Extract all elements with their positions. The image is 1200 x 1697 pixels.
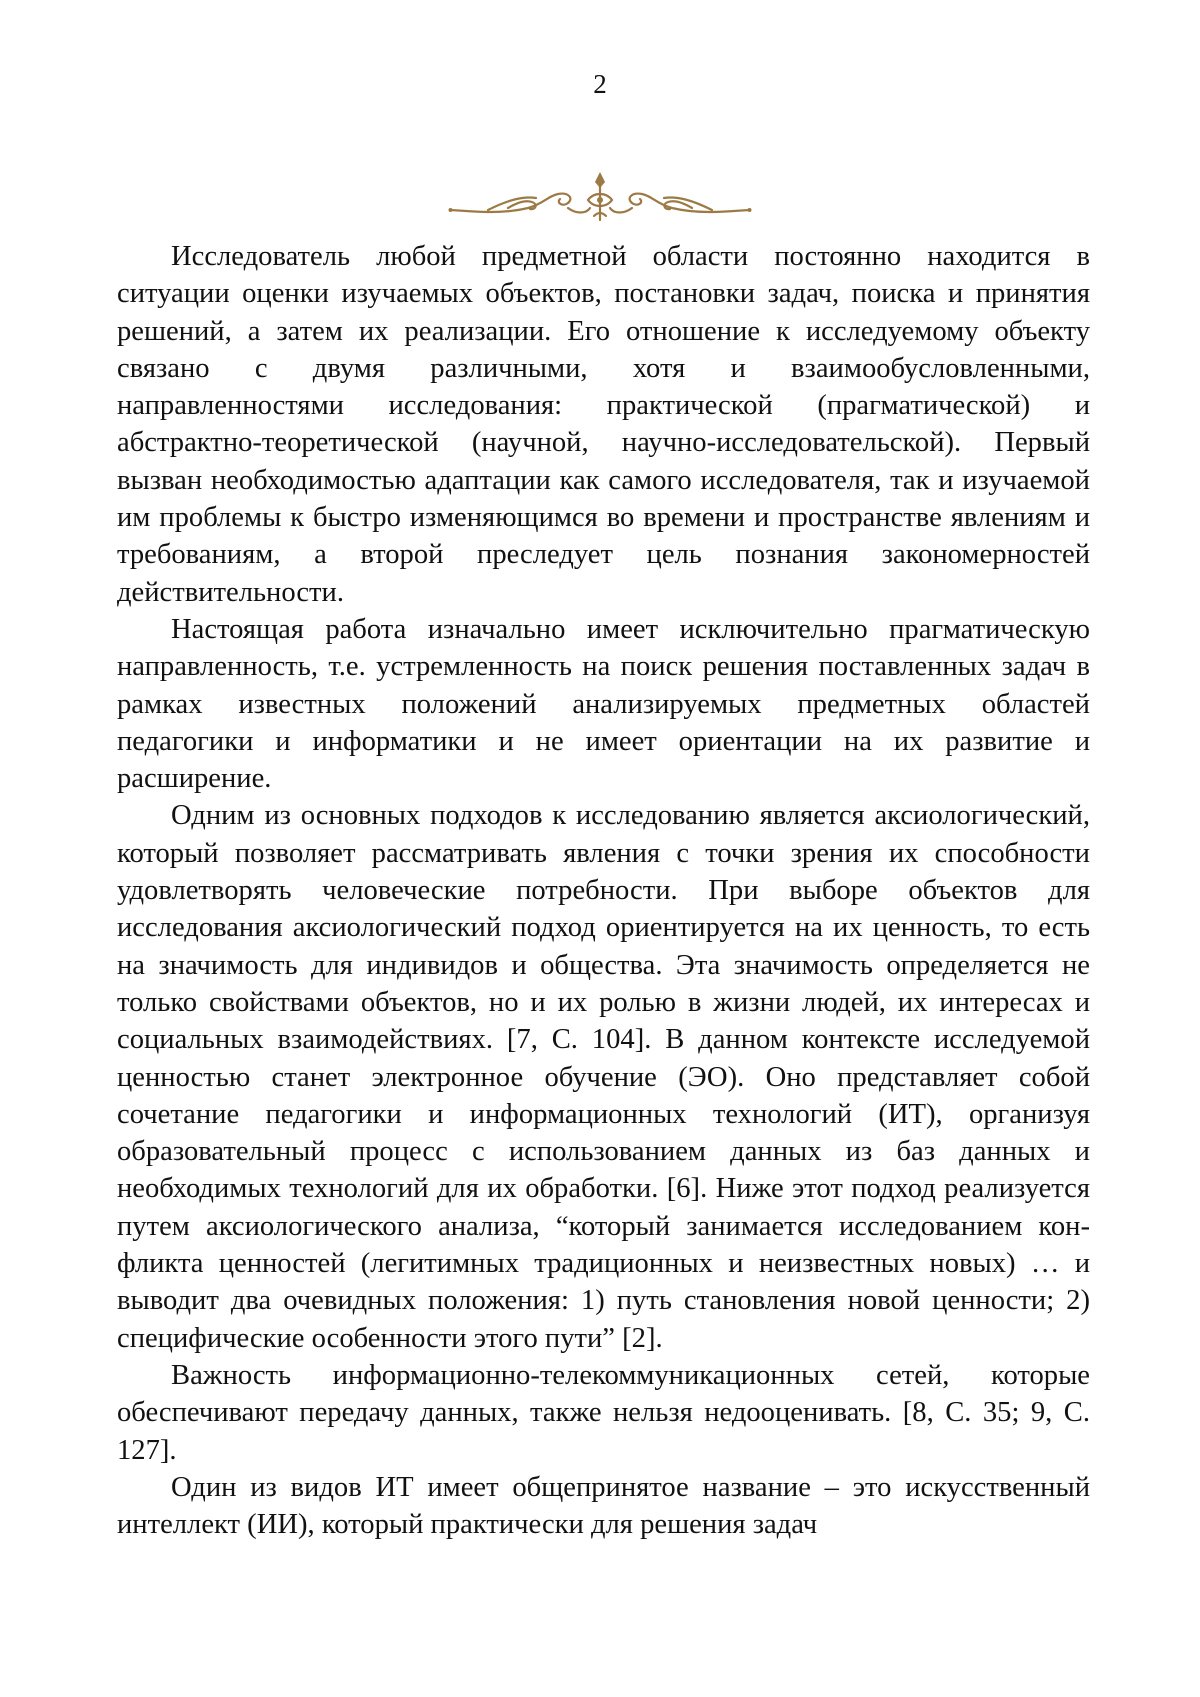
document-body [117,238,1090,1543]
paragraph-1: Исследователь любой предметной области постоянно находится в ситуации оценки изучаемых объектов, постановки задач, поиска и принятия решений, а затем их реализации. Его отношение к исследуемому объекту связано с двумя различными, хотя и взаимообусловленными, направленностями исследования: практической (прагматической) и абстрактно-теоретической (научной, научно-исследовательской). Первый вызван необходимостью адаптации как самого исследователя, так и изучаемой им проблемы к быстро изменяющимся во времени и пространстве явлениям и требованиям, а второй преследует цель познания закономерностей действительности. [117,241,1090,608]
ornamental-divider-icon [448,170,752,228]
paragraph-3: Одним из основных подходов к исследованию является аксиологический, который позволяет рассматривать явления с точки зрения их способности удовлетворять человеческие потребности. При выборе объектов для исследования аксиологический подход ориентируется на их ценность, то есть на значимость для индивидов и общества. Эта значимость определяется не только свойствами объектов, но и их ролью в жизни людей, их интересах и социальных взаимодействиях. [7, С. 104]. В данном контексте исследуемой ценностью станет электронное обучение (ЭО). Оно представляет собой сочетание педагогики и информационных технологий (ИТ), организуя образовательный процесс с использованием данных из баз данных и необходимых технологий для их обработки. [6]. Ниже этот подход реализуется путем аксиологического анализа, “который занимается исследованием конфликта ценностей (легитимных традиционных и неизвестных новых) … и выводит два очевидных положения: 1) путь становления новой ценности; 2) специфические особенности этого пути” [2]. [117,800,1090,1354]
page-number: 2 [593,69,607,99]
paragraph-4: Важность информационно-телекоммуникационных сетей, которые обеспечивают передачу данных, также нельзя недооценивать. [8, С. 35; 9, С. 127]. [117,1359,1090,1466]
paragraph-5: Один из видов ИТ имеет общепринятое название – это искусственный интеллект (ИИ), который практически для решения задач [117,1471,1090,1541]
paragraph-2: Настоящая работа изначально имеет исключительно прагматическую направленность, т.е. устремленность на поиск решения поставленных задач в рамках известных положений анализируемых предметных областей педагогики и информатики и не имеет ориентации на их развитие и расширение. [117,613,1090,795]
